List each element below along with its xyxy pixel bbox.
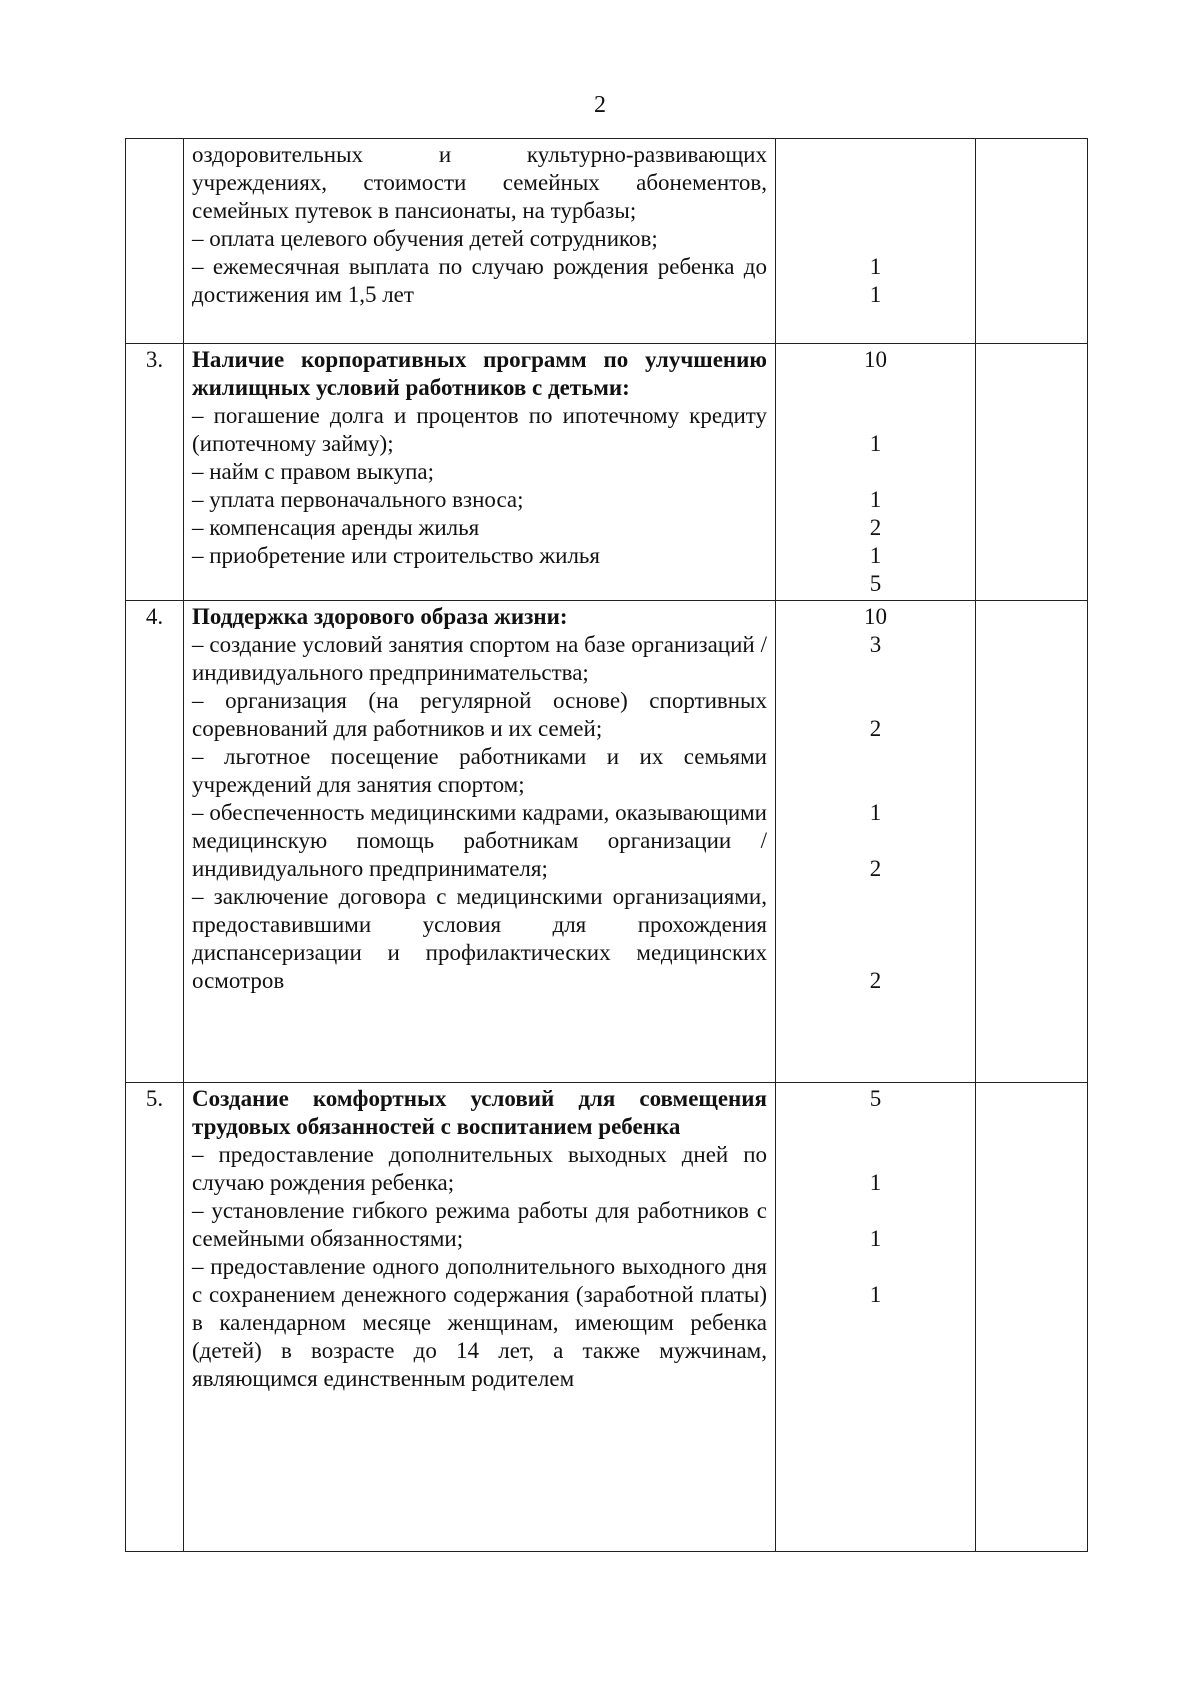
score-value [780,771,971,799]
criterion-description [184,344,776,601]
score-value: 3 [869,632,882,657]
score-value: 1 [869,1170,882,1195]
score-value: 2 [869,515,882,540]
score-value: 1 [869,800,882,825]
criterion-item: – льготное посещение работниками и их семьями учреждений для занятия спортом; [192,744,767,797]
criterion-score [776,1083,976,1552]
score-value: 2 [869,968,882,993]
page-number: 2 [594,92,606,118]
score-value [780,1197,971,1225]
criterion-description [184,139,776,344]
score-value: 1 [869,487,882,512]
score-value [780,939,971,967]
score-value [780,402,971,430]
table-row [126,139,1088,344]
score-value [780,1113,971,1141]
criterion-score [776,344,976,601]
row-number: 3. [126,344,184,601]
criterion-item: – уплата первоначального взноса; [192,487,524,512]
score-value: 1 [869,1226,882,1251]
criterion-item: – предоставление дополнительных выходных дней по случаю рождения ребенка; [192,1142,767,1195]
score-value [780,458,971,486]
criterion-item: – организация (на регулярной основе) спортивных соревнований для работников и их семей; [192,688,767,741]
score-value: 10 [864,347,887,372]
criterion-item: – компенсация аренды жилья [192,515,480,540]
score-value: 5 [869,1086,882,1111]
row-number [126,139,184,344]
score-value [780,169,971,197]
score-value [780,911,971,939]
criterion-description [184,601,776,1083]
score-value: 1 [869,431,882,456]
score-value [780,883,971,911]
score-value: 1 [869,282,882,307]
criterion-heading: Наличие корпоративных программ по улучшению жилищных условий работников с детьми: [192,347,767,400]
criterion-item: – ежемесячная выплата по случаю рождения ребенка до достижения им 1,5 лет [192,254,767,307]
criterion-item: – приобретение или строительство жилья [192,543,600,568]
criterion-item: – найм с правом выкупа; [192,459,434,484]
criterion-item: – создание условий занятия спортом на базе организаций / индивидуального предпринимательства; [192,632,767,685]
row-number: 4. [126,601,184,1083]
score-value: 10 [864,604,887,629]
criterion-item: – установление гибкого режима работы для работников с семейными обязанностями; [192,1198,767,1251]
criterion-item: – обеспеченность медицинскими кадрами, оказывающими медицинскую помощь работникам организации / индивидуального предпринимателя; [192,800,767,881]
criterion-score [776,601,976,1083]
criterion-score [776,139,976,344]
criterion-heading: Поддержка здорового образа жизни: [192,604,568,629]
empty-cell [976,601,1088,1083]
empty-cell [976,1083,1088,1552]
row-number: 5. [126,1083,184,1552]
score-value [780,1141,971,1169]
score-value [780,1253,971,1281]
table-row [126,344,1088,601]
score-value: 1 [869,543,882,568]
score-value: 1 [869,1282,882,1307]
score-value: 2 [869,856,882,881]
criterion-heading: Создание комфортных условий для совмещения трудовых обязанностей с воспитанием ребенка [192,1086,767,1139]
score-value [780,225,971,253]
score-value [780,141,971,169]
score-value [780,197,971,225]
table-row [126,1083,1088,1552]
criterion-item: – предоставление одного дополнительного выходного дня с сохранением денежного содержания (заработной платы) в календарном месяце женщинам, имеющим ребенка (детей) в возрасте до 14 лет, а также мужчинам, являющимся единственным родителем [192,1254,767,1391]
score-value [780,687,971,715]
criterion-item: – заключение договора с медицинскими организациями, предоставившими условия для прохождения диспансеризации и профилактических медицинских осмотров [192,884,767,993]
criterion-item: – оплата целевого обучения детей сотрудников; [192,226,658,251]
score-value [780,743,971,771]
score-value [780,827,971,855]
criterion-description [184,1083,776,1552]
empty-cell [976,344,1088,601]
table-row [126,601,1088,1083]
criterion-item: оздоровительных и культурно-развивающих учреждениях, стоимости семейных абонементов, семейных путевок в пансионаты, на турбазы; [192,142,767,223]
score-value: 1 [869,254,882,279]
score-value [780,374,971,402]
criterion-item: – погашение долга и процентов по ипотечному кредиту (ипотечному займу); [192,403,767,456]
score-value: 5 [869,571,882,596]
score-value: 2 [869,716,882,741]
criteria-table [125,138,1088,1552]
empty-cell [976,139,1088,344]
score-value [780,659,971,687]
